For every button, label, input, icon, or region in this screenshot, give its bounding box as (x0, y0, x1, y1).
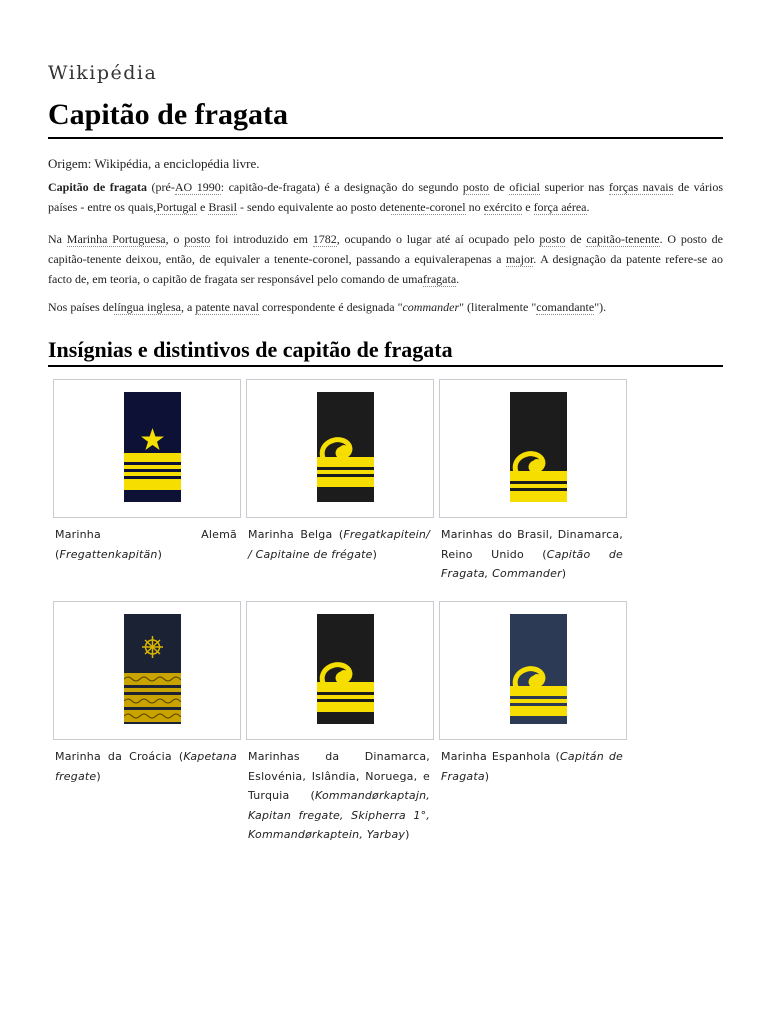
shoulder-board-denmark-icon (317, 614, 374, 724)
insignia-caption: Marinha Belga (Fregatkapitein/ / Capitaine de frégate) (248, 528, 430, 561)
insignia-frame[interactable] (53, 601, 241, 740)
insignia-frame[interactable] (246, 379, 434, 518)
term-bold: Capitão de fragata (48, 180, 148, 194)
link-lingua-inglesa[interactable]: língua inglesa (114, 300, 181, 314)
link-oficial[interactable]: oficial (509, 180, 540, 194)
insignia-caption: Marinha Alemã (Fregattenkapitän) (55, 528, 237, 561)
link-marinha-portuguesa[interactable]: Marinha Portuguesa (66, 232, 166, 246)
wikipedia-logo[interactable]: Wikipédia (48, 62, 158, 84)
insignia-caption: Marinhas da Dinamarca, Eslovénia, Islândia, Noruega, e Turquia (Kommandørkaptajn, Kapitan fregate, Skipherra 1°, Kommandørkaptein, Yarbay) (248, 750, 430, 841)
shoulder-board-spain-icon (510, 614, 567, 724)
insignia-caption: Marinha Espanhola (Capitán de Fragata) (441, 750, 623, 783)
link-fragata[interactable]: fragata (422, 272, 457, 286)
link-forcas-navais[interactable]: forças navais (608, 180, 674, 194)
link-capitao-tenente[interactable]: capitão-tenente (586, 232, 660, 246)
insignia-frame[interactable] (246, 601, 434, 740)
shoulder-board-germany-icon (124, 392, 181, 502)
paragraph-intro: Capitão de fragata (pré-AO 1990: capitão-de-fragata) é a designação do segundo posto de oficial superior nas forças navais de vários países - entre os quais,Portugal e Brasil - sendo equivalente ao posto detenente-coronel no exército e força aérea. (48, 180, 723, 214)
section-heading: Insígnias e distintivos de capitão de fragata (48, 337, 453, 362)
insignia-frame[interactable] (439, 601, 627, 740)
origin-line: Origem: Wikipédia, a enciclopédia livre. (48, 156, 260, 171)
insignia-caption: Marinhas do Brasil, Dinamarca, Reino Unido (Capitão de Fragata, Commander) (441, 528, 623, 580)
page-title: Capitão de fragata (48, 98, 288, 131)
paragraph-english: Nos países delíngua inglesa, a patente naval correspondente é designada "commander" (literalmente "comandante"). (48, 300, 607, 314)
section-divider (48, 365, 723, 367)
link-tenente-coronel[interactable]: tenente-coronel (390, 200, 466, 214)
link-comandante[interactable]: comandante (536, 300, 595, 314)
shoulder-board-croatia-icon (124, 614, 181, 724)
link-portugal[interactable]: Portugal (156, 200, 197, 214)
link-posto-3[interactable]: posto (539, 232, 566, 246)
link-forca-aerea[interactable]: força aérea (533, 200, 587, 214)
link-ao1990[interactable]: AO 1990 (174, 180, 221, 194)
paragraph-history: Na Marinha Portuguesa, o posto foi introduzido em 1782, ocupando o lugar até aí ocupado pelo posto de capitão-tenente. O posto de capitão-tenente deixou, então, de equivaler a tenente-coronel, passando a equivalerapenas a major. A designação da patente refere-se ao facto de, em teoria, o capitão de fragata ser responsável pelo comando de umafragata. (48, 232, 723, 286)
shoulder-board-brazil-icon (510, 392, 567, 502)
link-brasil[interactable]: Brasil (208, 200, 237, 214)
link-exercito[interactable]: exército (483, 200, 523, 214)
link-major[interactable]: major (505, 252, 534, 266)
shoulder-board-belgium-icon (317, 392, 374, 502)
title-divider (48, 137, 723, 139)
link-1782[interactable]: 1782 (312, 232, 337, 246)
link-posto[interactable]: posto (462, 180, 489, 194)
insignia-frame[interactable] (53, 379, 241, 518)
insignia-caption: Marinha da Croácia (Kapetana fregate) (55, 750, 237, 783)
insignia-frame[interactable] (439, 379, 627, 518)
link-posto-2[interactable]: posto (184, 232, 211, 246)
link-patente-naval[interactable]: patente naval (195, 300, 259, 314)
